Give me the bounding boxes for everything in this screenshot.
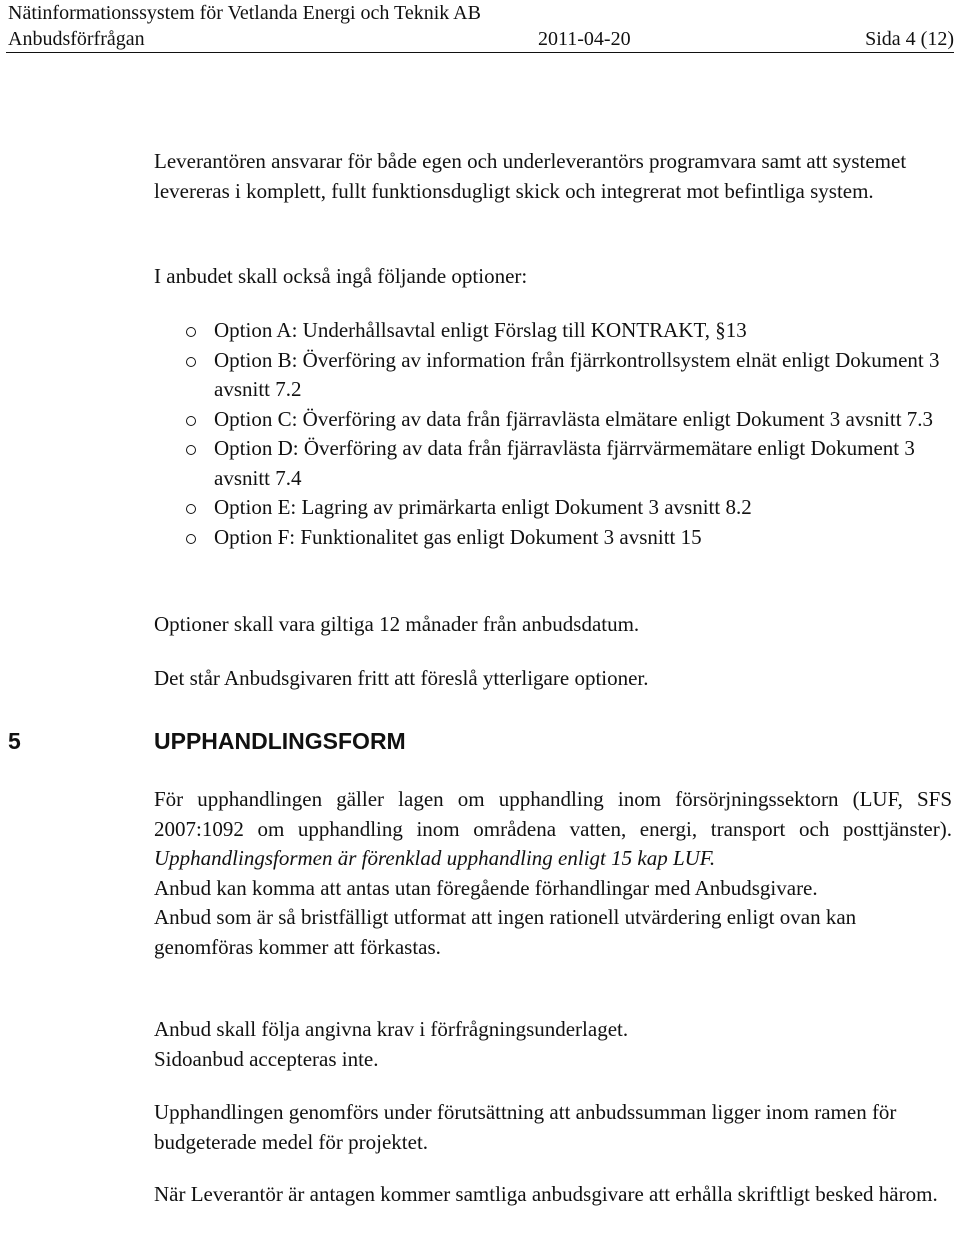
header-page-number: Sida 4 (12) [865,28,954,50]
rejection-text: Anbud som är så bristfälligt utformat att ingen rationell utvärdering enligt ovan kan genomföras kommer att förkastas. [154,905,857,959]
section-title: UPPHANDLINGSFORM [154,728,406,754]
header-organization: Nätinformationssystem för Vetlanda Energi och Teknik AB [8,2,481,24]
option-item: Option F: Funktionalitet gas enligt Dokument 3 avsnitt 15 [156,523,956,553]
procurement-law-text: För upphandlingen gäller lagen om upphandling inom försörjningssektorn (LUF, SFS 2007:1092 om upphandling inom områdena vatten, energi, transport och posttjänster). [154,787,952,841]
requirements-text: Anbud skall följa angivna krav i förfrågningsunderlaget. [154,1017,629,1041]
option-item: Option C: Överföring av data från fjärravlästa elmätare enligt Dokument 3 avsnitt 7.3 [156,405,956,435]
intro-paragraph [154,147,944,206]
section-number: 5 [8,728,21,754]
budget-text: Upphandlingen genomförs under förutsättning att anbudssumman ligger inom ramen för budgeterade medel för projektet. [154,1100,897,1154]
procurement-law-block [154,785,952,962]
budget-block [154,1098,944,1157]
options-validity [154,610,954,640]
additional-options-text: Det står Anbudsgivaren fritt att föreslå ytterligare optioner. [154,666,649,690]
procurement-law-paragraph [154,785,952,874]
option-item: Option B: Överföring av information från fjärrkontrollsystem elnät enligt Dokument 3 avsnitt 7.2 [156,346,956,405]
option-item: Option E: Lagring av primärkarta enligt Dokument 3 avsnitt 8.2 [156,493,956,523]
requirements-block [154,1015,954,1074]
notification-text: När Leverantör är antagen kommer samtliga anbudsgivare att erhålla skriftligt besked härom. [154,1182,938,1206]
header-document-title: Anbudsförfrågan [8,28,145,50]
options-validity-text: Optioner skall vara giltiga 12 månader från anbudsdatum. [154,612,640,636]
options-list-wrapper [156,316,956,552]
page-header [8,0,954,52]
additional-options [154,664,954,694]
side-offers-text: Sidoanbud accepteras inte. [154,1046,379,1071]
procurement-form-text: Upphandlingsformen är förenklad upphandling enligt 15 kap LUF. [154,846,716,870]
header-row [8,26,954,52]
header-divider [6,52,954,53]
options-intro [154,262,954,292]
option-item: Option A: Underhållsavtal enligt Förslag till KONTRAKT, §13 [156,316,956,346]
intro-text: Leverantören ansvarar för både egen och underleverantörs programvara samt att systemet levereras i komplett, fullt funktionsdugligt skick och integrerat mot befintliga system. [154,149,907,203]
notification-block [154,1180,944,1210]
options-list [156,316,956,552]
options-intro-text: I anbudet skall också ingå följande optioner: [154,264,528,288]
acceptance-text: Anbud kan komma att antas utan föregående förhandlingar med Anbudsgivare. [154,875,818,900]
header-date: 2011-04-20 [538,28,631,50]
option-item: Option D: Överföring av data från fjärravlästa fjärrvärmemätare enligt Dokument 3 avsnitt 7.4 [156,434,956,493]
